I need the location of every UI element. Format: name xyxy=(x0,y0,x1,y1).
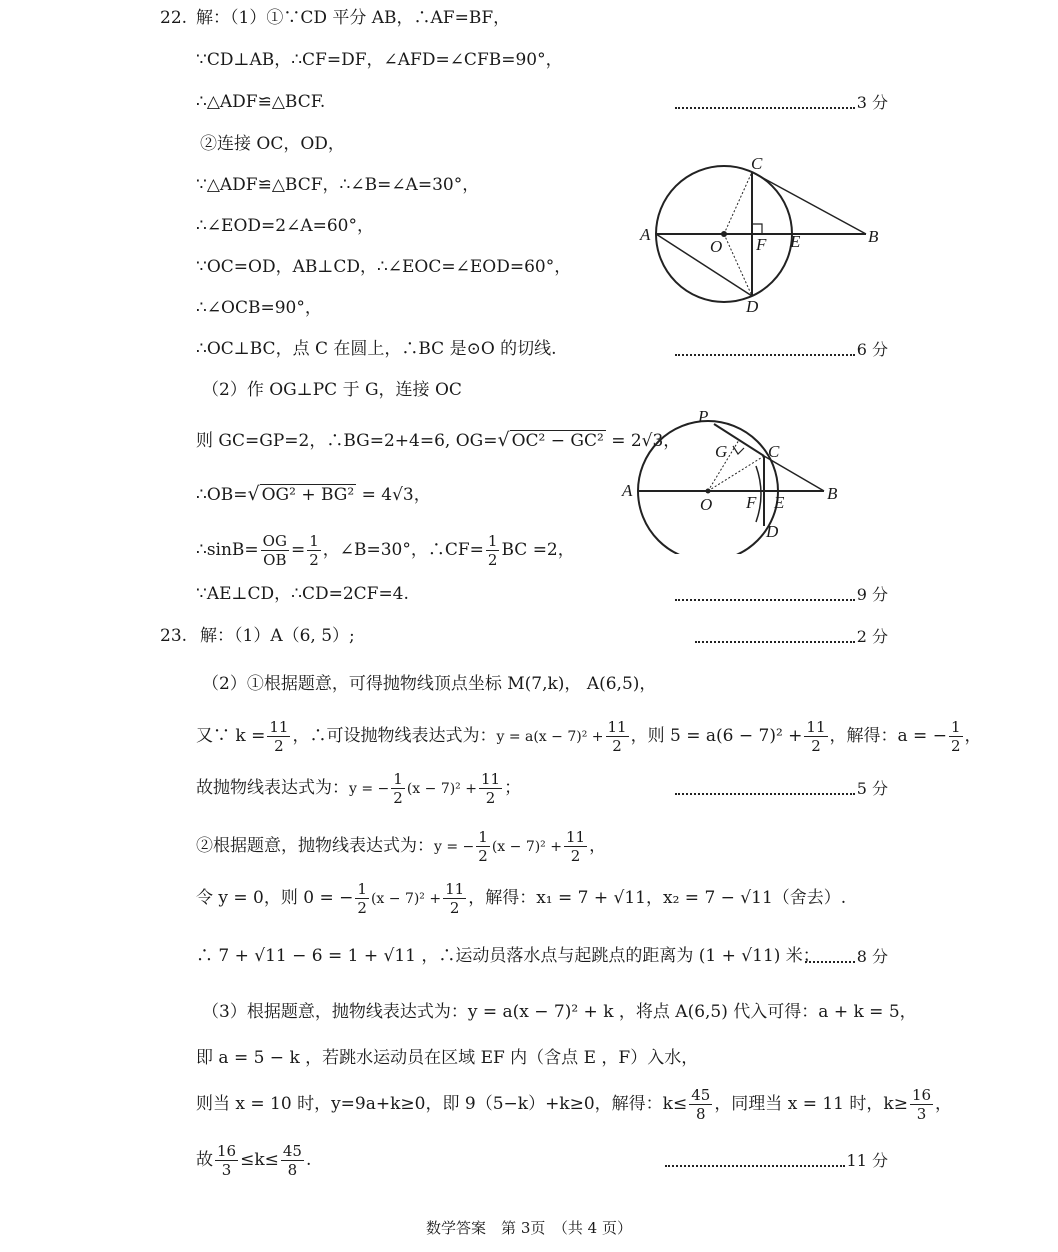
q22-line-14: ∵AE⊥CD，∴CD=2CF=4. xyxy=(196,584,409,604)
q22-line-6: ∴∠EOD=2∠A=60°， xyxy=(196,216,374,236)
q23-line-7: ∴ 7 + √11 − 6 = 1 + √11 ，∴运动员落水点与起跳点的距离为 (1 + √11) 米； xyxy=(196,946,820,966)
q22-line-7: ∵OC=OD，AB⊥CD，∴∠EOC=∠EOD=60°， xyxy=(196,257,572,277)
q23-line-8: （3）根据题意，抛物线表达式为：y = a(x − 7)² + k ，将点 A(6,5) 代入可得：a + k = 5， xyxy=(202,1002,917,1022)
circle-tangent-figure-1 xyxy=(630,150,890,315)
q23-number: 23. xyxy=(160,626,188,646)
label-c: C xyxy=(768,442,780,461)
q22-line-10: （2）作 OG⊥PC 于 G，连接 OC xyxy=(202,380,462,400)
q22-line-9: ∴OC⊥BC，点 C 在圆上，∴BC 是⊙O 的切线. xyxy=(196,339,557,359)
q22-line-4: ②连接 OC，OD， xyxy=(200,134,345,154)
label-f: F xyxy=(756,235,767,254)
label-p: P xyxy=(698,407,709,426)
q23-line-2: （2）①根据题意，可得抛物线顶点坐标 M(7,k)， A(6,5)， xyxy=(202,674,657,694)
circle-tangent-figure-2 xyxy=(616,404,856,554)
score-marker: 5 分 xyxy=(675,776,888,799)
label-a: A xyxy=(622,481,633,500)
page-footer: 数学答案 第 3页 （共 4 页） xyxy=(426,1219,632,1237)
q23-line-5: ②根据题意，抛物线表达式为：y = − $\frac{1}{2}$ (x − 7)² + $\frac{11}{2}$ ， xyxy=(196,828,607,865)
q22-line-1: 解：（1）①∵CD 平分 AB，∴AF=BF， xyxy=(196,8,511,28)
label-c: C xyxy=(751,154,763,173)
label-b: B xyxy=(868,227,879,246)
label-d: D xyxy=(746,297,759,315)
score-marker: 6 分 xyxy=(675,337,888,360)
score-marker: 11 分 xyxy=(665,1148,888,1171)
q22-line-13: ∴sinB= $\frac{OG}{OB}$ = $\frac{1}{2}$ ，∠B=30°，∴CF= $\frac{1}{2}$ BC =2， xyxy=(196,532,575,569)
q23-line-1: 解：（1）A（6, 5）; xyxy=(200,626,355,646)
label-e: E xyxy=(790,232,801,251)
q22-line-2: ∵CD⊥AB，∴CF=DF，∠AFD=∠CFB=90°， xyxy=(196,50,563,70)
label-a: A xyxy=(640,225,651,244)
score-marker: 2 分 xyxy=(695,624,888,647)
label-o: O xyxy=(700,495,713,514)
q22-line-12: ∴OB=√ OG² + BG² = 4√3， xyxy=(196,483,431,505)
label-e: E xyxy=(774,493,785,512)
score-marker: 9 分 xyxy=(675,582,888,605)
label-d: D xyxy=(766,522,779,541)
label-g: G xyxy=(715,442,728,461)
q23-line-6: 令 y = 0，则 0 = − $\frac{1}{2}$ (x − 7)² + $\frac{11}{2}$ ，解得：x₁ = 7 + √11，x₂ = 7 − √11（舍去）. xyxy=(196,880,847,917)
q23-line-9: 即 a = 5 − k ，若跳水运动员在区域 EF 内（含点 E ，F）入水， xyxy=(196,1048,699,1068)
q23-line-10: 则当 x = 10 时，y=9a+k≥0，即 9（5−k）+k≥0，解得：k≤ $\frac{45}{8}$ ，同理当 x = 11 时，k≥ $\frac{16}{3}$ ， xyxy=(196,1086,953,1123)
q23-line-4: 故抛物线表达式为：y = − $\frac{1}{2}$ (x − 7)² + $\frac{11}{2}$ ； xyxy=(196,770,522,807)
score-marker: 3 分 xyxy=(675,90,888,113)
q22-number: 22. xyxy=(160,8,188,28)
label-f: F xyxy=(746,493,757,512)
label-b: B xyxy=(827,484,838,503)
label-o: O xyxy=(710,237,723,256)
q22-line-11: 则 GC=GP=2，∴BG=2+4=6, OG=√ OC² − GC² = 2√3， xyxy=(196,429,681,451)
q22-line-3: ∴△ADF≌△BCF. xyxy=(196,92,326,112)
q23-line-3: 又∵ k = $\frac{11}{2}$ ，∴可设抛物线表达式为：y = a(x − 7)² + $\frac{11}{2}$ ，则 5 = a(6 − 7)² + $\frac{11}{2}$ ，解得：a = − $\frac{1}{2}$ ， xyxy=(196,718,982,755)
q23-line-11: 故 $\frac{16}{3}$ ≤k≤ $\frac{45}{8}$ . xyxy=(196,1142,312,1179)
score-marker: 8 分 xyxy=(805,944,888,967)
q22-line-5: ∵△ADF≌△BCF，∴∠B=∠A=30°， xyxy=(196,175,480,195)
q22-line-8: ∴∠OCB=90°， xyxy=(196,298,322,318)
